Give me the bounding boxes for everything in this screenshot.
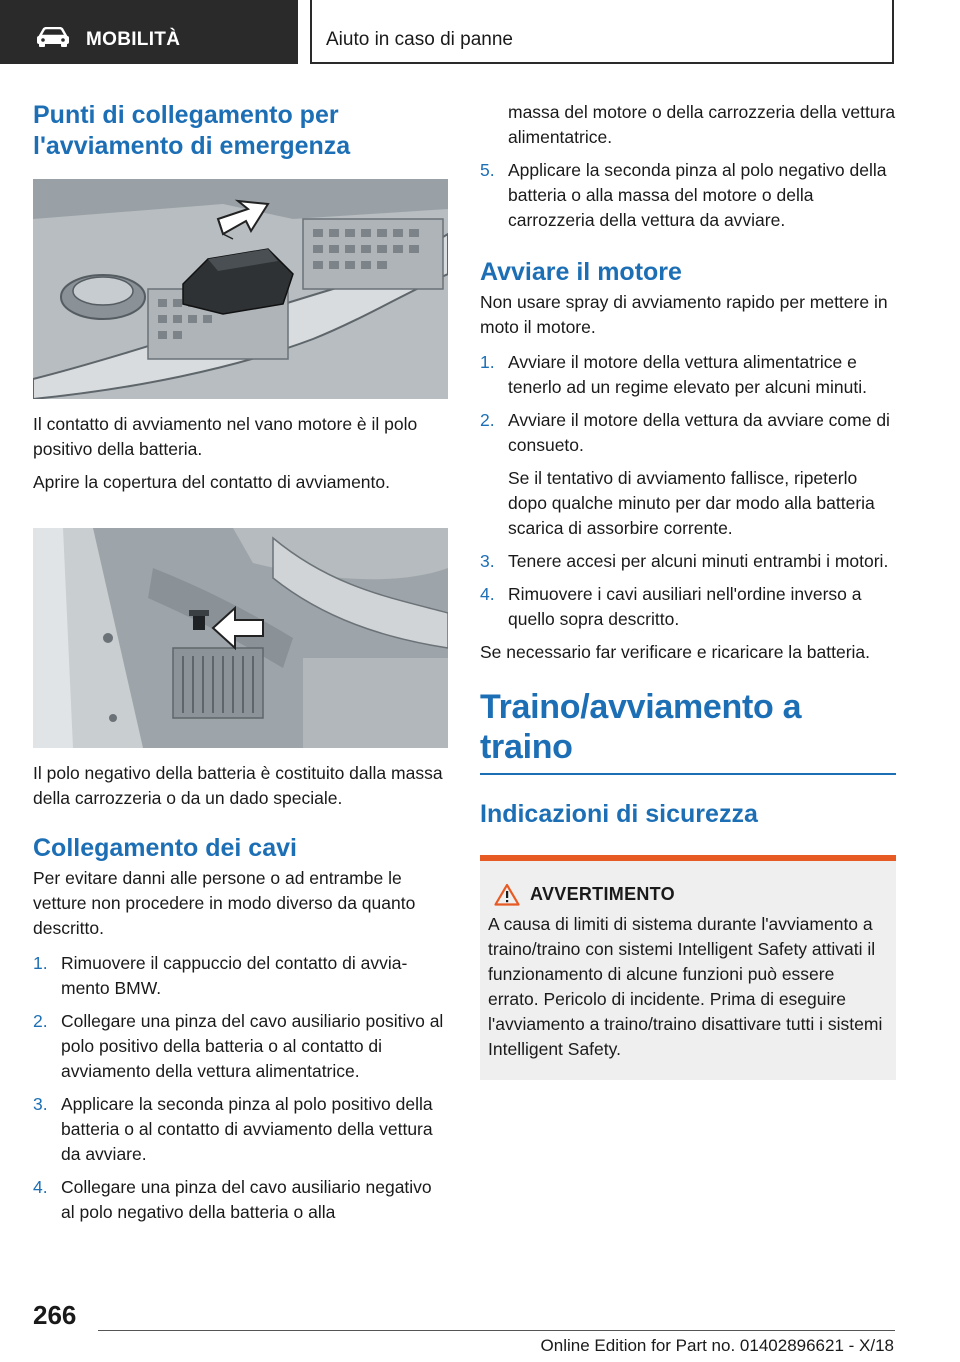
step-4-continuation: massa del motore o della carrozzeria della vettura alimentatrice. — [508, 102, 896, 147]
step-number: 3. — [33, 1094, 48, 1114]
step-number: 5. — [480, 160, 495, 180]
edition-note: Online Edition for Part no. 01402896621 - X/18 — [540, 1336, 894, 1355]
warning-body: A causa di limiti di sistema durante l'avviamento a traino/traino con sistemi Intelligent Safety attivati il funzionamento di alcune funzioni può essere errato. Pericolo di incidente. Prima di eseguire l'avviamento a traino/traino disattivare tutti i sistemi Intelligent Safety. — [488, 914, 883, 1059]
list-item — [33, 1175, 448, 1225]
step-extra-text: Se il tentativo di avviamento fallisce, ripeterlo dopo qualche minuto per dar modo alla batteria scarica di assorbire corrente. — [508, 468, 875, 538]
step-text: Applicare la seconda pinza al polo positivo della batteria o al contatto di avviamento della vettura da avviare. — [61, 1094, 433, 1164]
section-label: MOBILITÀ — [86, 29, 181, 50]
list-item — [480, 408, 896, 541]
start-engine-intro: Non usare spray di avviamento rapido per mettere in moto il motore. — [480, 292, 888, 337]
chapter-tab[interactable] — [310, 0, 894, 64]
step-text: Collegare una pinza del cavo ausiliario negativo al polo negativo della batteria o alla — [61, 1177, 432, 1222]
caption-positive-terminal: Il contatto di avviamento nel vano motore è il polo positivo della batteria. — [33, 414, 418, 459]
list-item — [33, 1009, 448, 1084]
page-header — [0, 0, 960, 68]
list-item — [33, 951, 448, 1001]
footer-divider — [98, 1330, 895, 1331]
list-item — [480, 549, 896, 574]
step-number: 2. — [480, 410, 495, 430]
step-text: Rimuovere i cavi ausiliari nell'ordine inverso a quello sopra descritto. — [508, 584, 862, 629]
heading-rule — [480, 773, 896, 775]
warning-triangle-icon — [494, 883, 520, 906]
step-text: Tenere accesi per alcuni minuti entrambi i motori. — [508, 551, 889, 571]
list-item — [480, 158, 896, 233]
safety-info-heading: Indicazioni di sicurezza — [480, 800, 758, 828]
list-item — [480, 582, 896, 632]
left-column — [33, 100, 448, 1225]
step-text: Collegare una pinza del cavo ausiliario positivo al polo positivo della batteria o al contatto di avviamento della vettura alimentatrice. — [61, 1011, 444, 1081]
engine-bay-figure-negative — [33, 528, 448, 748]
right-column — [480, 100, 896, 1080]
caption-open-cover: Aprire la copertura del contatto di avviamento. — [33, 472, 390, 492]
car-icon — [36, 27, 70, 47]
step-number: 4. — [33, 1177, 48, 1197]
section-tab[interactable] — [0, 0, 298, 64]
warning-box — [480, 855, 896, 1080]
jump-start-points-heading: Punti di collegamento per l'avviamento di emergenza — [33, 101, 351, 160]
warning-header — [488, 883, 888, 906]
step-number: 1. — [33, 953, 48, 973]
step-number: 1. — [480, 352, 495, 372]
towing-heading: Traino/avviamento a traino — [480, 688, 802, 766]
cable-connection-heading: Collegamento dei cavi — [33, 834, 297, 862]
caption-negative-terminal: Il polo negativo della batteria è costituito dalla massa della carrozzeria o da un dado speciale. — [33, 763, 443, 808]
step-number: 3. — [480, 551, 495, 571]
connection-steps-list — [33, 951, 448, 1225]
cable-connection-intro: Per evitare danni alle persone o ad entrambe le vetture non procedere in modo diverso da quanto descritto. — [33, 868, 416, 938]
step-text: Rimuovere il cappuccio del contatto di avviamento BMW. — [61, 953, 408, 998]
closing-note: Se necessario far verificare e ricaricare la batteria. — [480, 642, 871, 662]
warning-title: AVVERTIMENTO — [530, 884, 675, 904]
list-item — [480, 350, 896, 400]
start-engine-heading: Avviare il motore — [480, 258, 682, 286]
step-text: Avviare il motore della vettura da avviare come di consueto. — [508, 410, 890, 455]
list-item — [33, 1092, 448, 1167]
step-number: 2. — [33, 1011, 48, 1031]
step-text: Avviare il motore della vettura alimentatrice e tenerlo ad un regime elevato per alcuni minuti. — [508, 352, 867, 397]
start-steps-list — [480, 350, 896, 632]
engine-bay-figure-positive — [33, 179, 448, 399]
page-number: 266 — [33, 1300, 77, 1330]
step-number: 4. — [480, 584, 495, 604]
step-text: Applicare la seconda pinza al polo negativo della batteria o alla massa del motore o della carrozzeria della vettura da avviare. — [508, 160, 887, 230]
chapter-label: Aiuto in caso di panne — [326, 29, 513, 50]
